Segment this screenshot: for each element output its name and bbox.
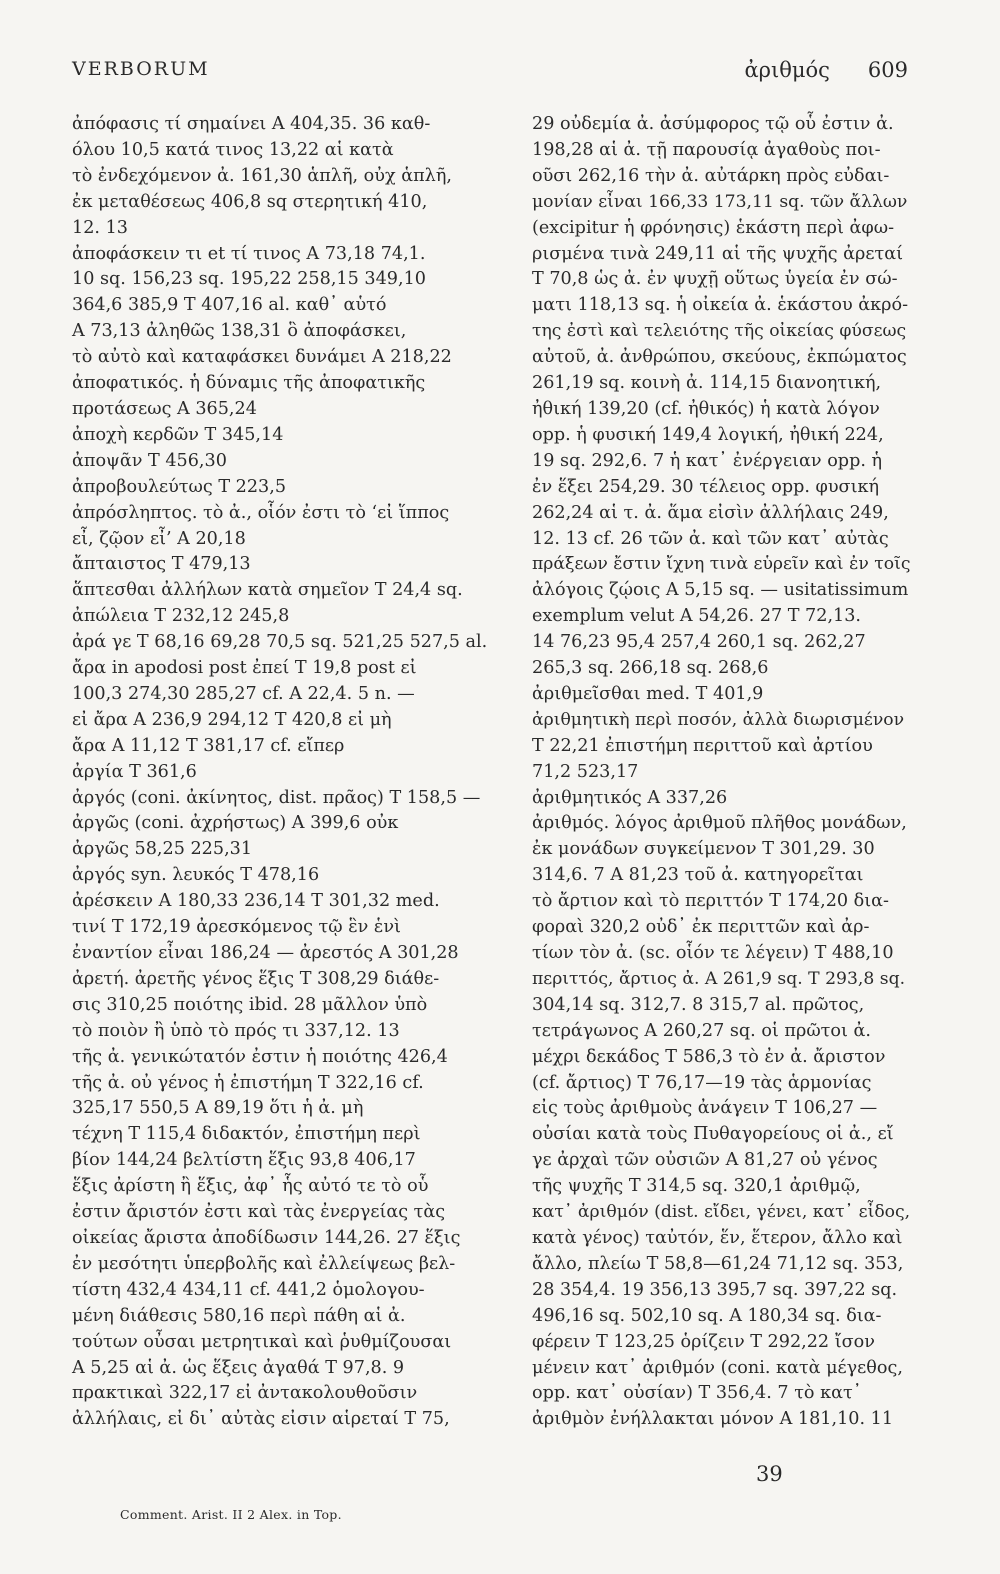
index-line: κατ᾽ ἀριθμόν (dist. εἴδει, γένει, κατ᾽ εἶδος, — [532, 1202, 911, 1223]
index-line: τίων τὸν ἀ. (sc. οἷόν τε λέγειν) T 488,10 — [532, 943, 894, 963]
index-line: ἀργῶς (coni. ἀχρήστως) A 399,6 οὐκ — [72, 813, 399, 834]
left-column — [72, 112, 488, 1433]
index-line: ἀργός syn. λευκός T 478,16 — [72, 865, 320, 886]
index-line: ἐκ μονάδων συγκείμενον T 301,29. 30 — [532, 839, 875, 860]
index-line: βίον 144,24 βελτίστη ἕξις 93,8 406,17 — [72, 1150, 416, 1171]
index-line: ἐν μεσότητι ὑπερβολῆς καὶ ἐλλείψεως βελ- — [72, 1253, 456, 1274]
footer-note: Comment. Arist. II 2 Alex. in Top. — [120, 1507, 342, 1522]
index-line: οἰκείας ἄριστα ἀποδίδωσιν 144,26. 27 ἕξις — [72, 1227, 461, 1248]
index-line: ἐναντίον εἶναι 186,24 — ἀρεστός A 301,28 — [72, 943, 459, 963]
index-line: τὸ αὐτὸ καὶ καταφάσκει δυνάμει A 218,22 — [72, 347, 452, 368]
index-line: ἀποφατικός. ἡ δύναμις τῆς ἀποφατικῆς — [72, 373, 426, 394]
index-line: περιττός, ἄρτιος ἀ. A 261,9 sq. T 293,8 sq. — [532, 968, 906, 989]
index-line: exemplum velut A 54,26. 27 T 72,13. — [532, 606, 862, 627]
index-line: 12. 13 cf. 26 τῶν ἀ. καὶ τῶν κατ᾽ αὐτὰς — [532, 528, 889, 549]
index-line: A 73,13 ἀληθῶς 138,31 ὃ ἀποφάσκει, — [72, 321, 407, 342]
index-line: φέρειν T 123,25 ὁρίζειν T 292,22 ἴσον — [532, 1331, 875, 1352]
index-line: πράξεων ἔστιν ἴχνη τινὰ εὑρεῖν καὶ ἐν τοῖς — [532, 554, 911, 575]
index-line: ἀπώλεια T 232,12 245,8 — [72, 606, 290, 627]
index-line: 29 οὐδεμία ἀ. ἀσύμφορος τῷ οὗ ἐστιν ἀ. — [532, 114, 894, 134]
index-line: πρακτικαὶ 322,17 εἰ ἀντακολουθοῦσιν — [72, 1383, 418, 1404]
index-line: φοραὶ 320,2 οὐδ᾽ ἐκ περιττῶν καὶ ἀρ- — [532, 917, 870, 938]
index-line: ἀριθμὸν ἐνήλλακται μόνον A 181,10. 11 — [532, 1409, 894, 1430]
index-line: opp. ἡ φυσική 149,4 λογική, ἠθική 224, — [532, 424, 884, 445]
index-line: τετράγωνος A 260,27 sq. οἱ πρῶτοι ἀ. — [532, 1020, 871, 1041]
index-line: 364,6 385,9 T 407,16 al. καθ᾽ αὑτό — [72, 295, 387, 316]
index-line: 265,3 sq. 266,18 sq. 268,6 — [532, 658, 769, 679]
index-line: τῆς ψυχῆς T 314,5 sq. 320,1 ἀριθμῷ, — [532, 1176, 861, 1197]
index-line: 10 sq. 156,23 sq. 195,22 258,15 349,10 — [72, 269, 426, 290]
index-line: οῦσι 262,16 τὴν ἀ. αὐτάρκη πρὸς εὐδαι- — [532, 165, 890, 186]
index-line: ἀπόφασις τί σημαίνει A 404,35. 36 καθ- — [72, 114, 431, 134]
index-line: εἶ, ζῷον εἶ’ A 20,18 — [72, 528, 246, 549]
index-line: μένειν κατ᾽ ἀριθμόν (coni. κατὰ μέγεθος, — [532, 1357, 903, 1378]
index-line: 304,14 sq. 312,7. 8 315,7 al. πρῶτος, — [532, 994, 865, 1015]
index-line: (cf. ἄρτιος) T 76,17—19 τὰς ἁρμονίας — [532, 1072, 872, 1093]
index-line: 12. 13 — [72, 217, 128, 238]
index-line: τὸ ἐνδεχόμενον ἀ. 161,30 ἁπλῆ, οὐχ ἁπλῆ, — [72, 165, 452, 186]
index-line: ἀριθμητικὴ περὶ ποσόν, ἀλλὰ διωρισμένον — [532, 709, 905, 730]
index-line: opp. κατ᾽ οὐσίαν) T 356,4. 7 τὸ κατ᾽ — [532, 1383, 862, 1404]
index-line: ἄπταιστος T 479,13 — [72, 554, 251, 575]
index-line: 496,16 sq. 502,10 sq. A 180,34 sq. δια- — [532, 1305, 882, 1326]
index-line: T 22,21 ἐπιστήμη περιττοῦ καὶ ἀρτίου — [532, 735, 873, 756]
index-line: T 70,8 ὡς ἀ. ἐν ψυχῇ οὕτως ὑγεία ἐν σώ- — [532, 269, 898, 290]
index-line: 28 354,4. 19 356,13 395,7 sq. 397,22 sq. — [532, 1279, 898, 1300]
index-line: ἐκ μεταθέσεως 406,8 sq στερητική 410, — [72, 191, 428, 212]
index-line: τὸ ποιὸν ἢ ὑπὸ τὸ πρός τι 337,12. 13 — [72, 1020, 400, 1041]
index-line: μένη διάθεσις 580,16 περὶ πάθη αἱ ἀ. — [72, 1305, 406, 1326]
index-line: κατὰ γένος) ταὐτόν, ἕν, ἕτερον, ἄλλο καὶ — [532, 1227, 903, 1248]
index-line: 71,2 523,17 — [532, 761, 639, 782]
index-line: τὸ ἄρτιον καὶ τὸ περιττόν T 174,20 δια- — [532, 891, 890, 912]
index-line: 19 sq. 292,6. 7 ἡ κατ᾽ ἐνέργειαν opp. ἡ — [532, 450, 883, 471]
index-line: ἀρετή. ἀρετῆς γένος ἕξις T 308,29 διάθε- — [72, 968, 440, 989]
index-line: αὐτοῦ, ἀ. ἀνθρώπου, σκεύους, ἐκπώματος — [532, 347, 907, 368]
signature-mark: 39 — [756, 1462, 783, 1486]
index-line: 100,3 274,30 285,27 cf. A 22,4. 5 n. — — [72, 683, 415, 704]
page-number: 609 — [867, 58, 908, 82]
index-line: τινί T 172,19 ἀρεσκόμενος τῷ ἓν ἑνὶ — [72, 917, 401, 938]
header-catchword: ἀριθμός — [744, 58, 830, 82]
index-line: ἀποψᾶν T 456,30 — [72, 450, 227, 471]
index-line: τῆς ἀ. γενικώτατόν ἐστιν ἡ ποιότης 426,4 — [72, 1046, 448, 1067]
index-line: ἀριθμός. λόγος ἀριθμοῦ πλῆθος μονάδων, — [532, 813, 907, 834]
index-line: μέχρι δεκάδος T 586,3 τὸ ἐν ἀ. ἄριστον — [532, 1046, 886, 1067]
index-line: A 5,25 αἱ ἀ. ὡς ἕξεις ἀγαθά T 97,8. 9 — [72, 1357, 405, 1378]
index-line: (excipitur ἡ φρόνησις) ἑκάστη περὶ ἀφω- — [532, 217, 895, 238]
index-line: ἀπροβουλεύτως T 223,5 — [72, 476, 287, 497]
index-line: 262,24 αἱ τ. ἀ. ἅμα εἰσὶν ἀλλήλαις 249, — [532, 502, 889, 523]
index-line: όλου 10,5 κατά τινος 13,22 αἱ κατὰ — [72, 139, 394, 160]
index-line: 314,6. 7 A 81,23 τοῦ ἀ. κατηγορεῖται — [532, 865, 864, 886]
right-column — [532, 112, 912, 1433]
index-line: σις 310,25 ποιότης ibid. 28 μᾶλλον ὑπὸ — [72, 994, 428, 1015]
index-line: ἀποφάσκειν τι et τί τινος A 73,18 74,1. — [72, 243, 426, 264]
index-line: 325,17 550,5 A 89,19 ὅτι ἡ ἀ. μὴ — [72, 1098, 364, 1119]
index-line: ἕξις ἀρίστη ἢ ἕξις, ἀφ᾽ ἧς αὐτό τε τὸ οὗ — [72, 1176, 429, 1197]
index-line: ἠθική 139,20 (cf. ἠθικός) ἡ κατὰ λόγον — [532, 398, 880, 419]
index-line: 14 76,23 95,4 257,4 260,1 sq. 262,27 — [532, 632, 866, 653]
index-line: ἐστιν ἄριστόν ἐστι καὶ τὰς ἐνεργείας τὰς — [72, 1202, 446, 1223]
index-line: ἀριθμεῖσθαι med. T 401,9 — [532, 683, 764, 704]
index-line: τίστη 432,4 434,11 cf. 441,2 ὁμολογου- — [72, 1279, 425, 1300]
index-line: ἀπρόσληπτος. τὸ ἀ., οἷόν ἐστι τὸ ‘εἰ ἵππος — [72, 502, 450, 523]
index-line: ἄλλο, πλείω T 58,8—61,24 71,12 sq. 353, — [532, 1253, 904, 1274]
index-line: εἰς τοὺς ἀριθμοὺς ἀνάγειν T 106,27 — — [532, 1098, 878, 1119]
index-line: ἀποχὴ κερδῶν T 345,14 — [72, 424, 284, 445]
index-line: γε ἀρχαὶ τῶν οὐσιῶν A 81,27 οὐ γένος — [532, 1150, 878, 1171]
index-line: της ἐστὶ καὶ τελειότης τῆς οἰκείας φύσεως — [532, 321, 907, 342]
index-line: τῆς ἀ. οὐ γένος ἡ ἐπιστήμη T 322,16 cf. — [72, 1072, 424, 1093]
index-line: ἅπτεσθαι ἀλλήλων κατὰ σημεῖον T 24,4 sq. — [72, 580, 463, 601]
header-left-title: VERBORUM — [72, 58, 210, 80]
index-line: οὐσίαι κατὰ τοὺς Πυθαγορείους οἱ ἀ., εἴ — [532, 1124, 894, 1145]
index-line: ἀργῶς 58,25 225,31 — [72, 839, 253, 860]
index-line: ἐν ἕξει 254,29. 30 τέλειος opp. φυσική — [532, 476, 880, 497]
index-line: ἀργός (coni. ἀκίνητος, dist. πρᾶος) T 158,5 — — [72, 787, 481, 808]
index-line: ἀλλήλαις, εἰ δι᾽ αὐτὰς εἰσιν αἱρεταί T 75, — [72, 1409, 450, 1430]
index-line: μονίαν εἶναι 166,33 173,11 sq. τῶν ἄλλων — [532, 191, 908, 212]
index-line: ἀλόγοις ζῴοις A 5,15 sq. — usitatissimum — [532, 580, 909, 601]
index-line: ἀργία T 361,6 — [72, 761, 197, 782]
index-line: ἀρέσκειν A 180,33 236,14 T 301,32 med. — [72, 891, 440, 912]
index-line: 198,28 αἱ ἀ. τῇ παρουσίᾳ ἀγαθοὺς ποι- — [532, 139, 881, 160]
index-line: ρισμένα τινὰ 249,11 αἱ τῆς ψυχῆς ἀρεταί — [532, 243, 904, 264]
index-line: προτάσεως A 365,24 — [72, 398, 257, 419]
index-line: ἀρά γε T 68,16 69,28 70,5 sq. 521,25 527,5 al. — [72, 632, 488, 653]
running-header — [72, 58, 908, 92]
header-right — [744, 58, 908, 82]
index-line: εἰ ἄρα A 236,9 294,12 T 420,8 εἰ μὴ — [72, 709, 392, 730]
index-line: 261,19 sq. κοινὴ ἀ. 114,15 διανοητική, — [532, 373, 882, 394]
index-line: τέχνη T 115,4 διδακτόν, ἐπιστήμη περὶ — [72, 1124, 421, 1145]
index-line: ἀριθμητικός A 337,26 — [532, 787, 728, 808]
index-line: ἄρα in apodosi post ἐπεί T 19,8 post εἰ — [72, 658, 417, 679]
index-line: ἄρα A 11,12 T 381,17 cf. εἴπερ — [72, 735, 345, 756]
index-line: τούτων οὖσαι μετρητικαὶ καὶ ῥυθμίζουσαι — [72, 1331, 452, 1352]
index-line: ματι 118,13 sq. ἡ οἰκεία ἀ. ἑκάστου ἀκρό- — [532, 295, 909, 316]
